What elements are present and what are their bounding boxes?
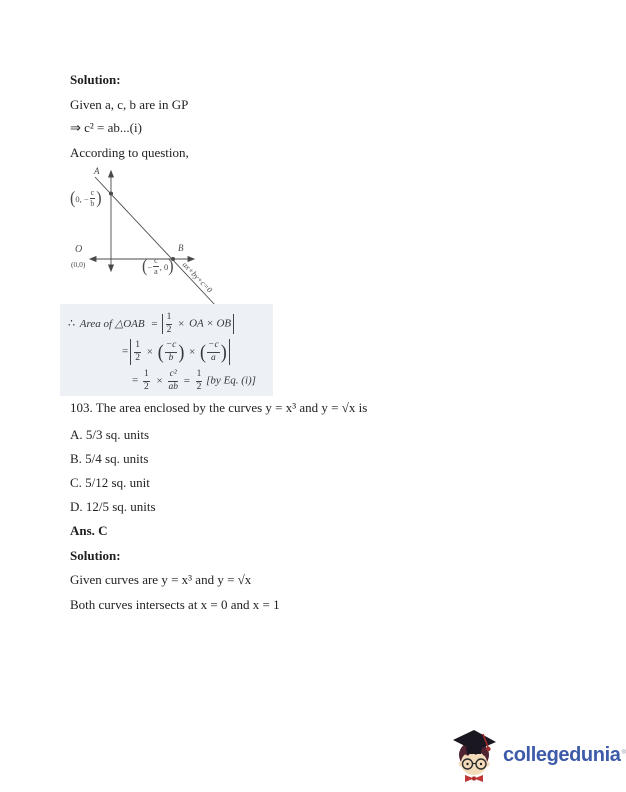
collegedunia-logo-text: collegedunia: [503, 743, 621, 766]
y-int-den: b: [90, 199, 95, 208]
paren: ): [220, 341, 227, 363]
solution-line-1: Given curves are y = x³ and y = √x: [70, 572, 252, 587]
option-c-label: C.: [70, 475, 82, 490]
paren: (: [70, 188, 76, 208]
x-intercept-label: [142, 257, 174, 276]
vertex-b-label: B: [178, 243, 184, 253]
equals: =: [132, 374, 139, 387]
collegedunia-logo: [450, 726, 626, 784]
option-a-label: A.: [70, 427, 83, 442]
equals: =: [122, 345, 129, 358]
x-int-pre: −: [147, 261, 153, 272]
collegedunia-mascot-icon: [450, 726, 500, 784]
option-b: [70, 451, 148, 467]
solution-heading-1: Solution:: [70, 72, 121, 87]
den: 2: [196, 381, 202, 392]
option-b-text: 5/4 sq. units: [85, 451, 149, 466]
den: 2: [143, 381, 149, 392]
registered-mark-icon: ®: [621, 750, 626, 757]
option-c: [70, 475, 150, 491]
num: c²: [168, 370, 178, 382]
times: ×: [156, 374, 163, 387]
num: 1: [196, 370, 203, 382]
y-intercept-point: [109, 192, 112, 195]
y-int-num: c: [90, 188, 95, 197]
den: ab: [168, 381, 178, 392]
y-axis-down-arrow: [109, 265, 114, 271]
option-a-text: 5/3 sq. units: [85, 427, 150, 442]
origin-o-label: O: [75, 244, 83, 255]
area-derivation-block: [60, 304, 273, 396]
area-line-1: [60, 304, 273, 335]
vertex-a-label: A: [94, 166, 100, 176]
num: −c: [207, 341, 220, 353]
option-c-text: 5/12 sq. unit: [85, 475, 150, 490]
paren: (: [142, 256, 148, 276]
oa-ob: OA × OB: [189, 317, 232, 330]
solution-heading-2: Solution:: [70, 548, 121, 563]
paren: (: [157, 341, 164, 363]
area-line-3: [60, 365, 273, 392]
triangle-diagram: [70, 168, 255, 308]
num: 1: [166, 313, 173, 325]
paren: (: [200, 341, 207, 363]
equals: =: [183, 374, 190, 387]
option-d: [70, 499, 156, 515]
x-int-den: a: [154, 267, 158, 276]
y-int-pre: 0, −: [75, 193, 89, 204]
x-axis-left-arrow: [90, 257, 96, 262]
solution-line-2: Both curves intersects at x = 0 and x = 1: [70, 597, 280, 612]
den: 2: [135, 352, 140, 363]
line-equation-label: ax+by+c=0: [180, 260, 215, 295]
question-103: [70, 400, 367, 416]
given-line: Given a, c, b are in GP: [70, 97, 189, 112]
question-number: 103.: [70, 400, 93, 415]
y-intercept-label: [70, 189, 102, 208]
times: ×: [146, 345, 153, 358]
times: ×: [178, 317, 185, 330]
line-ax-by-c: [95, 177, 216, 306]
equals: =: [151, 317, 158, 330]
origin-coords-label: (0,0): [71, 260, 86, 269]
option-a: [70, 427, 149, 443]
by-equation-note: [by Eq. (i)]: [206, 374, 256, 387]
x-int-num: c: [154, 256, 158, 265]
paren: ): [178, 341, 185, 363]
answer-line: Ans. C: [70, 523, 108, 538]
paren: ): [168, 256, 174, 276]
therefore-symbol: ∴: [68, 317, 75, 330]
num: −c: [165, 341, 178, 353]
num: 1: [134, 341, 141, 353]
y-axis-up-arrow: [109, 171, 114, 177]
times: ×: [189, 345, 196, 358]
option-d-label: D.: [70, 499, 83, 514]
according-line: According to question,: [70, 145, 189, 160]
paren: ): [96, 188, 102, 208]
x-int-post: , 0: [159, 261, 169, 272]
num: 1: [143, 370, 150, 382]
area-lead: Area of △OAB: [79, 317, 145, 330]
den: b: [168, 352, 174, 363]
option-d-text: 12/5 sq. units: [85, 499, 156, 514]
den: 2: [166, 324, 172, 335]
option-b-label: B.: [70, 451, 82, 466]
question-text: The area enclosed by the curves y = x³ and y = √x is: [95, 400, 368, 415]
den: a: [210, 352, 216, 363]
area-line-2: [60, 335, 273, 365]
implies-line: ⇒ c² = ab...(i): [70, 120, 142, 135]
